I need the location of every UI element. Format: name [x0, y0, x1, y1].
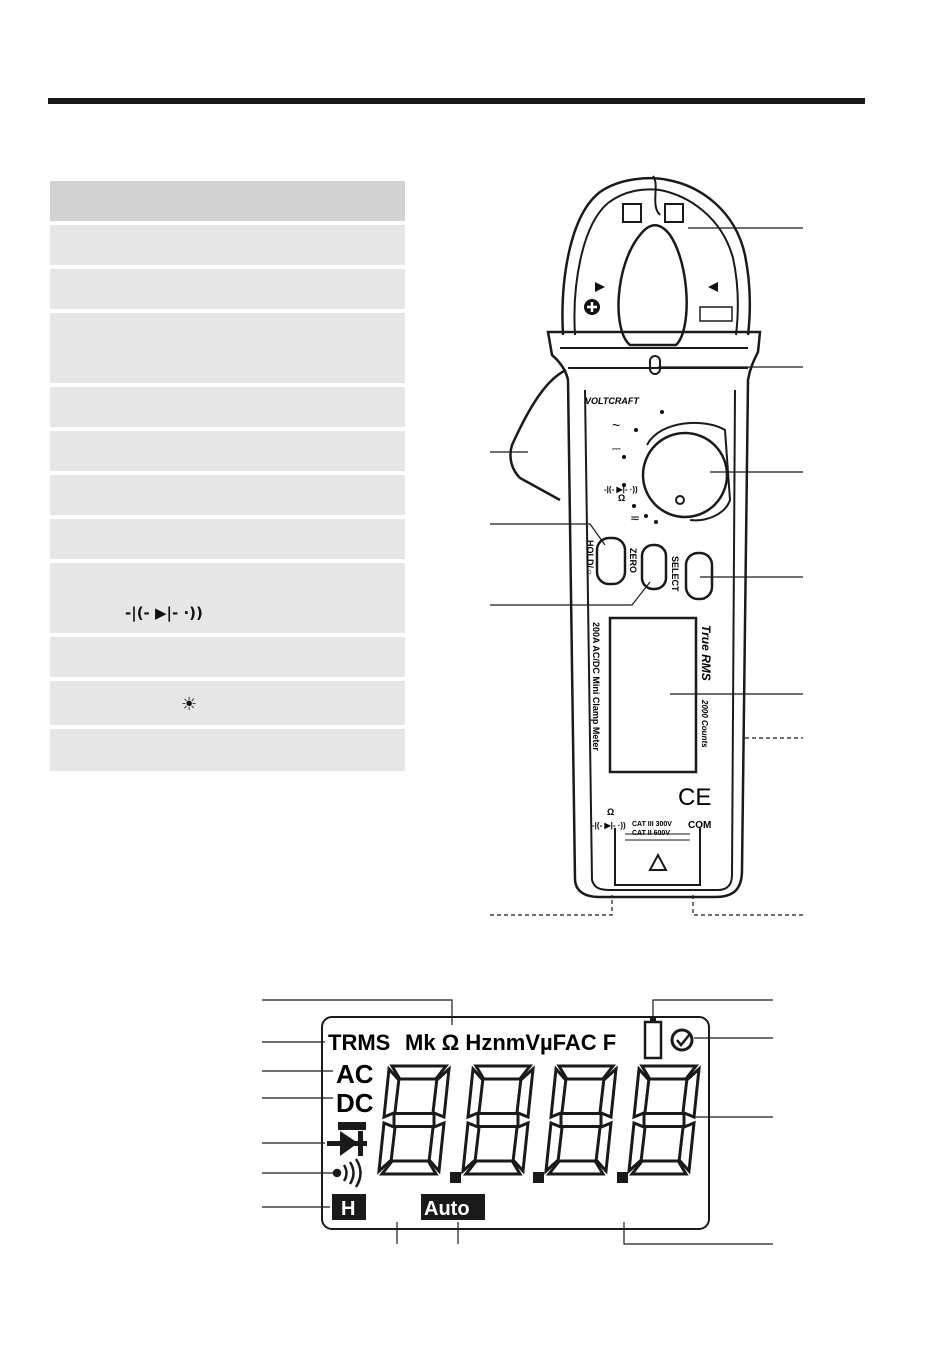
cat2-label: CAT II 600V	[632, 830, 670, 837]
digit-segment	[634, 1069, 649, 1117]
digit-segment	[478, 1114, 518, 1127]
model-side-text: 200A AC/DC Mini Clamp Meter	[591, 622, 601, 751]
jaw-opening	[619, 225, 687, 345]
lcd-ac: AC	[336, 1059, 374, 1089]
callout-line	[624, 1222, 773, 1244]
digit-segment	[644, 1114, 684, 1127]
capacitance-diode-continuity-symbols: -|(- ▶|- ·))	[125, 604, 203, 622]
lcd-auto: Auto	[424, 1198, 470, 1220]
dial-dc-symbol: ⎓	[612, 443, 621, 455]
digit-segment	[561, 1114, 601, 1127]
counts-label: 2000 Counts	[700, 700, 709, 748]
callout-line	[653, 1000, 773, 1018]
digit-segment	[513, 1123, 528, 1171]
continuity-icon	[334, 1159, 361, 1187]
warning-mark-left	[623, 204, 641, 222]
callout-line	[490, 895, 612, 915]
input-symbols-label: -|(- ▶|- ·))	[592, 821, 626, 830]
decimal-point	[617, 1172, 628, 1183]
lcd-trms: TRMS	[328, 1030, 391, 1055]
warning-mark-right	[665, 204, 683, 222]
select-button	[686, 553, 712, 599]
digit-segment	[679, 1123, 694, 1171]
true-rms-label: True RMS	[699, 625, 713, 681]
lcd-dc: DC	[336, 1088, 374, 1118]
digit-segment	[384, 1069, 399, 1117]
negative-sign	[338, 1122, 366, 1130]
digit-segment	[551, 1069, 566, 1117]
backlight-icon: ☀	[181, 694, 198, 715]
battery-icon	[645, 1022, 661, 1058]
dial-diode-symbol: -|(- ▶|- ·))	[604, 485, 638, 494]
lcd-units: Mk Ω HznmVµFAC F	[405, 1030, 617, 1055]
zero-label: ZERO	[628, 548, 638, 574]
select-label: SELECT	[670, 556, 680, 592]
decimal-point	[533, 1172, 544, 1183]
digit-segment	[394, 1114, 434, 1127]
com-label: COM	[688, 820, 712, 831]
brand-logo: VOLTCRAFT	[585, 396, 639, 406]
digit-segment	[596, 1123, 611, 1171]
lcd-hold: H	[341, 1198, 356, 1220]
flashlight-led	[650, 356, 660, 374]
callout-line	[262, 1000, 452, 1025]
lcd-display	[610, 618, 696, 772]
rotary-switch	[643, 433, 727, 517]
zero-button	[642, 545, 666, 589]
dial-mixed-symbol: ≂	[630, 511, 641, 525]
digit-display	[379, 1066, 699, 1174]
decimal-point	[450, 1172, 461, 1183]
cat3-label: CAT III 300V	[632, 821, 672, 828]
ce-mark: CE	[678, 784, 712, 811]
digit-segment	[468, 1069, 483, 1117]
hold-label: HOLD/☼	[585, 540, 595, 577]
hold-button	[597, 538, 625, 584]
jaw-trigger	[510, 370, 566, 500]
meter-body	[548, 332, 760, 897]
diode-icon	[327, 1131, 367, 1156]
auto-power-off-icon	[672, 1030, 692, 1050]
input-ohm-label: Ω	[607, 807, 615, 817]
digit-segment	[429, 1123, 444, 1171]
dial-ohm-symbol: Ω	[618, 493, 626, 503]
dial-ac-symbol: ~	[612, 417, 621, 433]
